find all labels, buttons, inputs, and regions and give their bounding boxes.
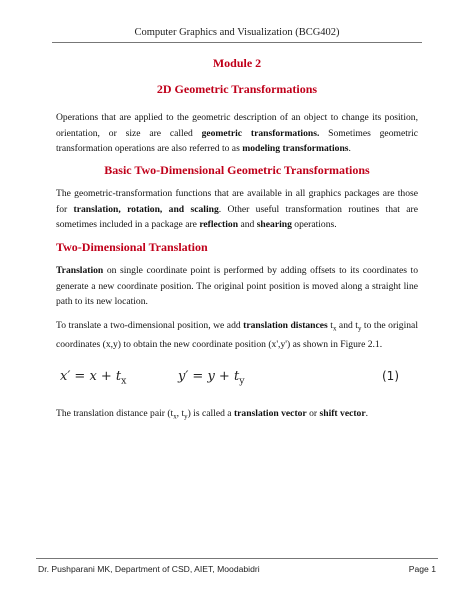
running-header: Computer Graphics and Visualization (BCG402): [134, 27, 340, 38]
translation-paragraph-3: The translation distance pair ($t_x$, $t_y$) is called a translation vector or shift vector.: [56, 408, 368, 421]
term-shift-vector: shift vector: [319, 408, 366, 419]
header-divider: [52, 42, 422, 43]
chapter-title: 2D Geometric Transformations: [156, 82, 318, 96]
term-geometric-transformations: geometric transformations.: [201, 127, 320, 139]
equation-y: $y' = y + t_y$: [178, 369, 245, 387]
translation-paragraph-2: To translate a two-dimensional position, we add translation distances $t_x$ and $t_y$ to the original coordinates (x,y) to obtain the new coordinate position (x',y') as shown in Figure 2.1.: [56, 320, 418, 350]
footer-divider: [36, 558, 438, 559]
intro-paragraph: Operations that are applied to the geometric description of an object to change its position, orientation, or size are called geometric transformations. Sometimes geometric transformation operations are also referred to as modeling transformations.: [56, 112, 418, 155]
term-reflection: reflection: [199, 219, 239, 231]
section-heading-basic: Basic Two-Dimensional Geometric Transformations: [104, 163, 370, 177]
equation-number: (1): [382, 369, 399, 383]
term-shearing: shearing: [256, 219, 292, 231]
term-modeling-transformations: modeling transformations: [242, 143, 349, 155]
term-translation-rotation-scaling: translation, rotation, and scaling: [73, 203, 219, 215]
section-heading-translation: Two-Dimensional Translation: [56, 240, 208, 254]
basic-paragraph: The geometric-transformation functions that are available in all graphics packages are those for translation, rotation, and scaling. Other useful transformation routines that are sometimes included in a package are reflection and shearing operations.: [56, 188, 418, 231]
module-title: Module 2: [212, 56, 262, 70]
term-translation-distances: translation distances: [243, 320, 328, 331]
translation-paragraph-1: Translation on single coordinate point is performed by adding offsets to its coordinates to generate a new coordinate position. The original point position is moved along a straight line path to its new location.: [56, 265, 418, 308]
footer-author: Dr. Pushparani MK, Department of CSD, AIET, Moodabidri: [38, 564, 260, 574]
translation-equation: [60, 367, 420, 389]
equation-x: $x' = x + t_x$: [60, 369, 127, 387]
term-translation-vector: translation vector: [233, 408, 307, 419]
term-translation: Translation: [56, 265, 104, 276]
page-number: Page 1: [408, 564, 436, 574]
